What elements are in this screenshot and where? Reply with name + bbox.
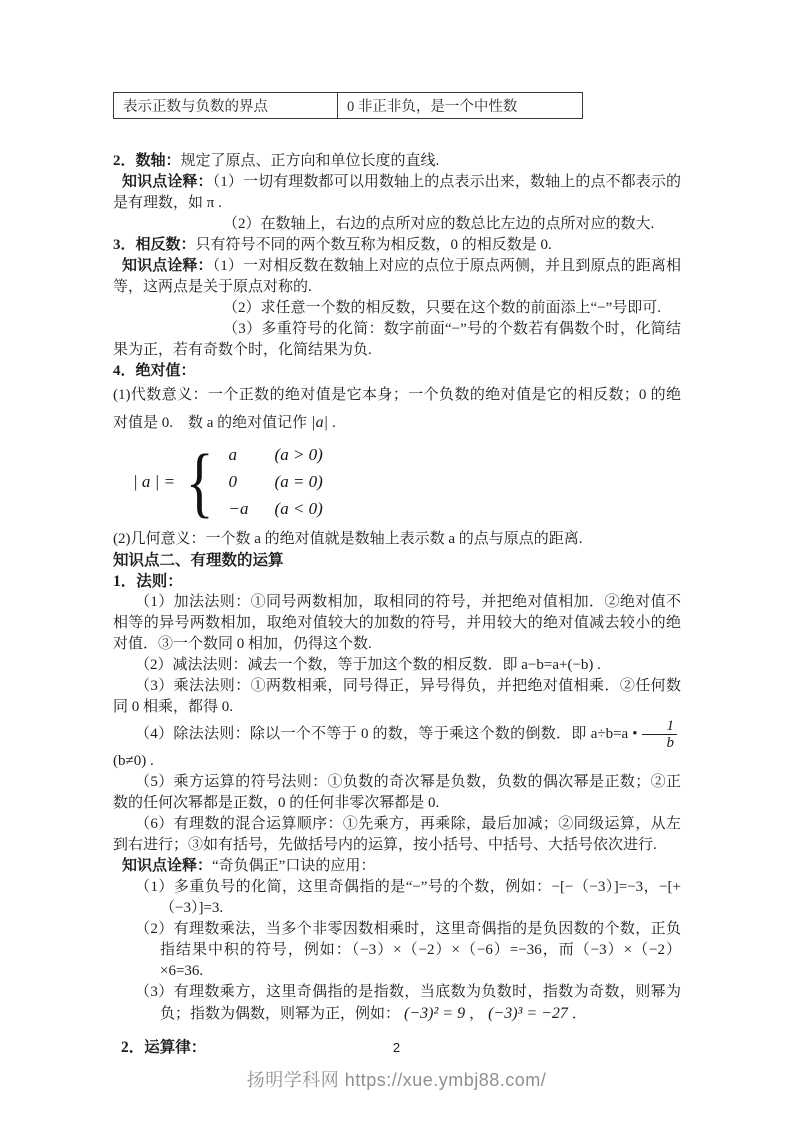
separator-comma: ， [469,1006,485,1022]
section-2-text: 规定了原点、正方向和单位长度的直线. [180,153,440,169]
note-text: （1）一切有理数都可以用数轴上的点表示出来，数轴上的点不都表示的是有理数，如 π . [113,174,681,211]
note-text: （1）一对相反数在数轴上对应的点位于原点两侧，并且到原点的距离相等，这两点是关于原点对称的. [113,258,681,295]
definition-table [113,92,583,119]
rule-5-power-sign: （5）乘方运算的符号法则：①负数的奇次幂是负数，负数的偶次幂是正数；②正数的任何次幂都是正数，0 的任何非零次幂都是 0. [113,774,681,811]
rule-4-division [113,718,681,772]
note-label: 知识点诠释： [122,174,213,190]
section-2-heading: 2．数轴： [113,153,181,169]
fraction-denominator: b [666,735,674,751]
case-value: −a [228,499,249,518]
fraction-one-over-b [642,718,678,751]
odd-even-item-2: （2）有理数乘法，当多个非零因数相乘时，这里奇偶指的是负因数的个数，正负指结果中积的符号，例如：（−3）×（−2）×（−6）=−36，而（−3）×（−2）×6=36. [135,921,681,979]
rule-4-text: （4）除法法则：除以一个不等于 0 的数，等于乘这个数的倒数．即 a÷b=a • [135,725,638,742]
watermark-text: 扬明学科网 https://xue.ymbj88.com/ [246,1070,547,1090]
rule-3-multiplication: （3）乘法法则：①两数相乘，同号得正，异号得负，并把绝对值相乘．②任何数同 0 相乘，都得 0. [113,678,681,715]
section-2-note-item-2: （2）在数轴上，右边的点所对应的数总比左边的点所对应的数大. [223,216,655,232]
table-cell-description: 0 非正非负，是一个中性数 [338,93,583,119]
formula-case [229,443,323,467]
page-number: 2 [392,1040,401,1055]
rule-4-condition: (b≠0) . [113,753,154,769]
odd-even-item-1: （1）多重负号的化简，这里奇偶指的是“−”号的个数，例如：−[−（−3）]=−3，−[+（−3）]=3. [135,879,681,916]
knowledge-point-2-title: 知识点二、有理数的运算 [113,552,284,569]
operation-laws-title: 2．运算律： [121,1039,207,1056]
section-2-note [113,172,681,214]
section-3-text: 只有符号不同的两个数互称为相反数，0 的相反数是 0. [195,237,552,253]
odd-even-note [113,856,681,877]
section-4-algebraic-meaning [113,382,681,437]
power-example-cubed: (−3)³ = −27 [488,1005,568,1022]
case-condition: (a < 0) [274,499,323,518]
absolute-value-notation: |a| [311,414,328,431]
absolute-value-piecewise-formula [133,437,681,525]
section-4-geometric-meaning: (2)几何意义：一个数 a 的绝对值就是数轴上表示数 a 的点与原点的距离. [113,531,583,547]
section-2-number-line [113,151,681,172]
rule-2-subtraction: （2）减法法则：减去一个数，等于加这个数的相反数．即 a−b=a+(−b) . [135,657,601,673]
formula-case [229,470,323,494]
formula-case [229,497,323,521]
algebraic-meaning-period: . [331,415,336,431]
case-condition: (a = 0) [274,472,323,491]
item-3-text: （3）有理数乘方，这里奇偶指的是指数，当底数为负数时，指数为奇数，则幂为负；指数为偶数，则幂为正，例如： [135,984,681,1022]
odd-even-item-3 [113,982,681,1025]
section-3-note-item-2: （2）求任意一个数的相反数，只要在这个数的前面添上“−”号即可. [223,300,662,316]
rule-1-addition: （1）加法法则：①同号两数相加，取相同的符号，并把绝对值相加．②绝对值不相等的异号两数相加，取绝对值较大的加数的符号，并用较大的绝对值减去较小的绝对值．③一个数同 0 相加，仍得这个数. [113,594,681,652]
section-3-note [113,256,681,298]
note-label: 知识点诠释： [122,858,213,874]
algebraic-meaning-text: (1)代数意义：一个正数的绝对值是它本身；一个负数的绝对值是它的相反数；0 的绝对值是 0. 数 a 的绝对值记作 [113,387,681,431]
case-condition: (a > 0) [274,445,323,464]
case-value: 0 [228,472,238,491]
item-3-period: ． [571,1006,587,1022]
rules-title: 1．法则： [113,573,183,590]
case-value: a [228,445,238,464]
section-3-opposite-numbers [113,235,681,256]
section-3-note-item-3: （3）多重符号的化简：数字前面“−”号的个数若有偶数个时，化简结果为正，若有奇数个时，化简结果为负. [113,321,681,358]
power-example-squared: (−3)² = 9 [404,1005,466,1022]
section-3-heading: 3．相反数： [113,237,196,253]
table-cell-term: 表示正数与负数的界点 [114,93,338,119]
fraction-numerator: 1 [642,718,678,735]
formula-lhs: | a | = [133,472,176,491]
document-content [113,92,681,1058]
section-4-absolute-value [113,361,681,382]
note-label: 知识点诠释： [122,258,213,274]
rule-6-mixed-operations: （6）有理数的混合运算顺序：①先乘方，再乘除，最后加减；②同级运算，从左到右进行；③如有括号，先做括号内的运算，按小括号、中括号、大括号依次进行. [113,816,681,853]
left-brace-glyph: { [185,437,214,525]
section-4-heading: 4．绝对值： [113,363,196,379]
note-text: “奇负偶正”口诀的应用： [212,858,376,874]
formula-cases [229,443,323,521]
table-row [114,93,583,119]
